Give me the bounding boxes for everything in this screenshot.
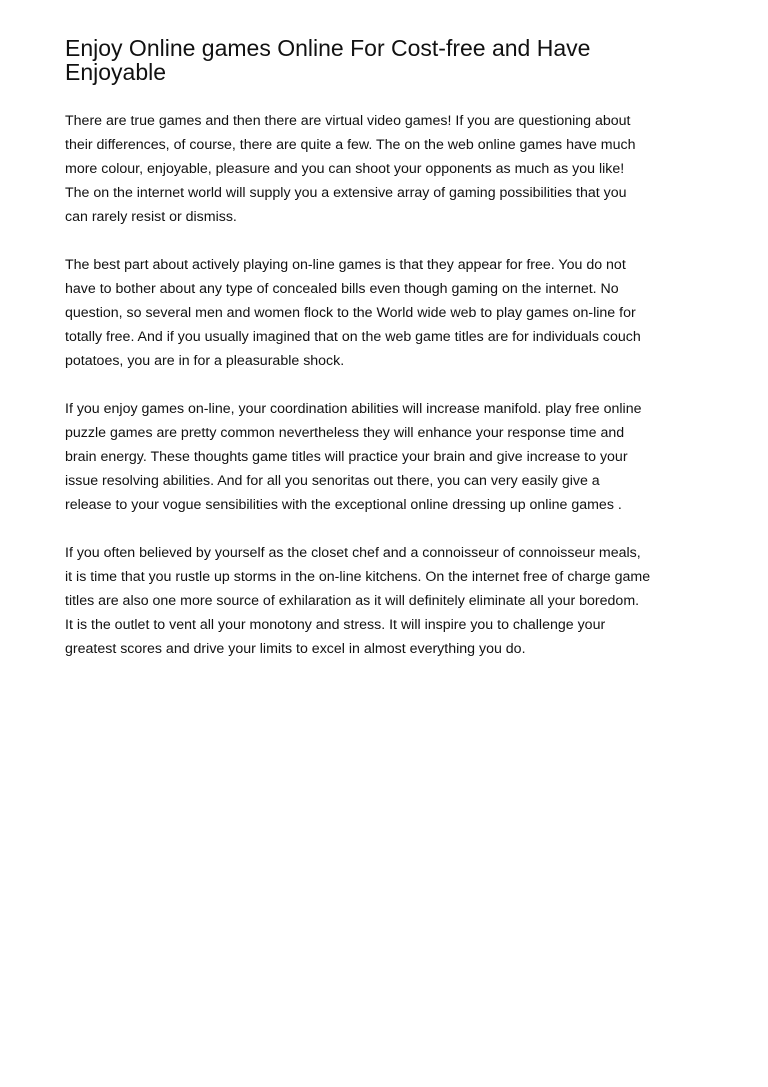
document-body bbox=[65, 109, 715, 685]
document-title: Enjoy Online games Online For Cost-free and Have Enjoyable bbox=[65, 35, 591, 85]
paragraph-3: If you enjoy games on-line, your coordination abilities will increase manifold. play free online puzzle games are pretty common nevertheless they will enhance your response time and brain energy. These thoughts game titles will practice your brain and give increase to your issue resolving abilities. And for all you senoritas out there, you can very easily give a release to your vogue sensibilities with the exceptional online dressing up online games . bbox=[65, 401, 642, 513]
paragraph-1: There are true games and then there are virtual video games! If you are questioning about their differences, of course, there are quite a few. The on the web online games have much more colour, enjoyable, pleasure and you can shoot your opponents as much as you like! The on the internet world will supply you a extensive array of gaming possibilities that you can rarely resist or dismiss. bbox=[65, 113, 636, 225]
paragraph-2: The best part about actively playing on-line games is that they appear for free. You do not have to bother about any type of concealed bills even though gaming on the internet. No question, so several men and women flock to the World wide web to play games on-line for totally free. And if you usually imagined that on the web game titles are for individuals couch potatoes, you are in for a pleasurable shock. bbox=[65, 257, 641, 369]
paragraph-4: If you often believed by yourself as the closet chef and a connoisseur of connoisseur meals, it is time that you rustle up storms in the on-line kitchens. On the internet free of charge game titles are also one more source of exhilaration as it will definitely eliminate all your boredom. It is the outlet to vent all your monotony and stress. It will inspire you to challenge your greatest scores and drive your limits to excel in almost everything you do. bbox=[65, 545, 651, 657]
